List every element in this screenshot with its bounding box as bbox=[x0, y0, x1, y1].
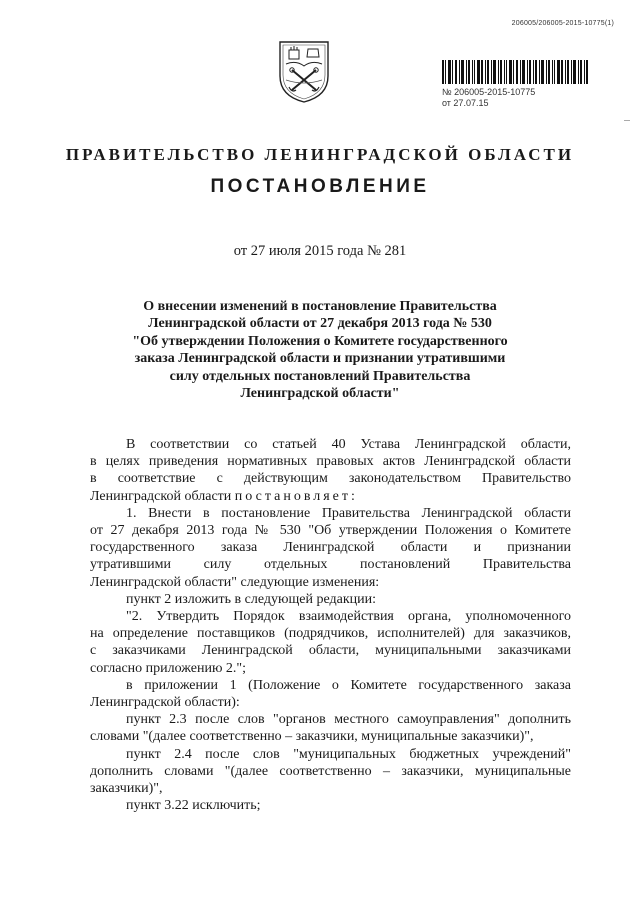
body-line bbox=[90, 488, 571, 505]
body-line: Ленинградской области" следующие изменения: bbox=[90, 574, 380, 590]
barcode-icon bbox=[442, 60, 588, 84]
scan-mark bbox=[624, 120, 630, 121]
body-line: с заказчиками Ленинградской области, муниципальными заказчиками bbox=[90, 643, 571, 659]
subject-line: "Об утверждении Положения о Комитете государственного bbox=[132, 333, 508, 349]
body-line: "2. Утвердить Порядок взаимодействия органа, уполномоченного bbox=[126, 609, 571, 625]
body-line: Ленинградской области): bbox=[90, 695, 240, 711]
resolve-word: постановляет: bbox=[234, 488, 358, 504]
body-line: государственного заказа Ленинградской области и признании bbox=[90, 540, 571, 556]
registration-number: № 206005-2015-10775 bbox=[442, 87, 536, 97]
body-line: от 27 декабря 2013 года № 530 "Об утверждении Положения о Комитете bbox=[90, 523, 571, 539]
body-line: словами "(далее соответственно – заказчики, муниципальные заказчики)", bbox=[90, 729, 534, 745]
body-line: утратившими силу отдельных постановлений Правительства bbox=[90, 557, 571, 573]
body-line: согласно приложению 2."; bbox=[90, 660, 247, 676]
subject-line: Ленинградской области от 27 декабря 2013 года № 530 bbox=[148, 316, 492, 332]
body-line: пункт 2.4 после слов "муниципальных бюджетных учреждений" bbox=[126, 746, 571, 762]
body-line: в целях приведения нормативных правовых актов Ленинградской области bbox=[90, 454, 571, 470]
registration-date: от 27.07.15 bbox=[442, 98, 489, 108]
body-line: в приложении 1 (Положение о Комитете государственного заказа bbox=[126, 677, 571, 693]
body-line: пункт 3.22 исключить; bbox=[126, 798, 261, 814]
body-line: 1. Внести в постановление Правительства Ленинградской области bbox=[126, 505, 571, 521]
subject-line: заказа Ленинградской области и признании утратившими bbox=[134, 351, 506, 367]
document-code: 206005/206005-2015-10775(1) bbox=[511, 20, 614, 27]
document-body bbox=[90, 436, 571, 814]
body-text-fragment: Ленинградской области bbox=[90, 488, 235, 504]
body-line: заказчики)", bbox=[90, 781, 163, 797]
body-line: дополнить словами "(далее соответственно – заказчики, муниципальные bbox=[90, 763, 571, 779]
body-line: В соответствии со статьей 40 Устава Ленинградской области, bbox=[126, 437, 571, 452]
body-line: в соответствие с действующим законодательством Правительство bbox=[90, 471, 571, 487]
subject-line: О внесении изменений в постановление Правительства bbox=[143, 299, 497, 314]
subject-line: силу отдельных постановлений Правительства bbox=[169, 368, 471, 384]
act-date-number: от 27 июля 2015 года № 281 bbox=[233, 243, 407, 259]
subject-line: Ленинградской области" bbox=[240, 386, 400, 402]
body-line: пункт 2 изложить в следующей редакции: bbox=[126, 591, 376, 607]
registration-stamp bbox=[442, 60, 588, 108]
leningrad-oblast-coat-of-arms-icon bbox=[278, 40, 330, 104]
act-subject bbox=[120, 298, 520, 402]
government-title: ПРАВИТЕЛЬСТВО ЛЕНИНГРАДСКОЙ ОБЛАСТИ bbox=[65, 145, 575, 164]
act-type-heading: ПОСТАНОВЛЕНИЕ bbox=[210, 176, 430, 197]
body-line: на определение поставщиков (подрядчиков, исполнителей) для заказчиков, bbox=[90, 626, 571, 642]
body-line: пункт 2.3 после слов "органов местного самоуправления" дополнить bbox=[126, 712, 571, 728]
